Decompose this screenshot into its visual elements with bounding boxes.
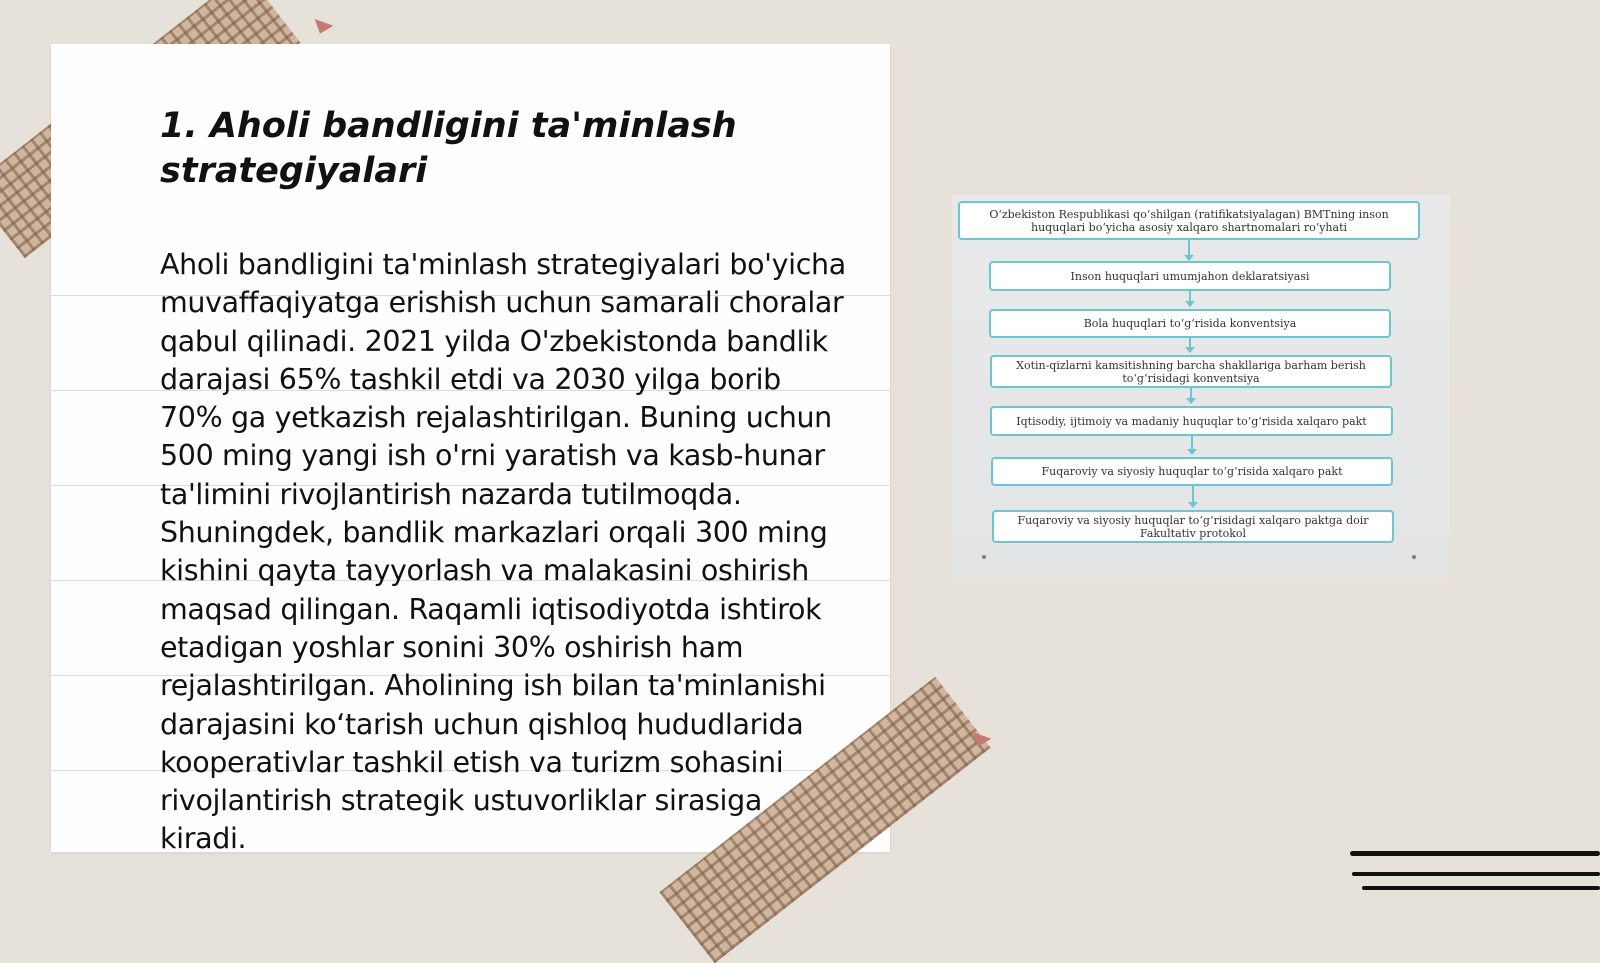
slide-body-text: Aholi bandligini ta'minlash strategiyalari bo'yicha muvaffaqiyatga erishish uchun samarali choralar qabul qilinadi. 2021 yilda O'zbekistonda bandlik darajasi 65% tashkil etdi va 2030 yilga borib 70% ga yetkazish rejalashtirilgan. Buning uchun 500 ming yangi ish o'rni yaratish va kasb-hunar ta'limini rivojlantirish nazarda tutilmoqda. Shuningdek, bandlik markazlari orqali 300 ming kishini qayta tayyorlash va malakasini oshirish maqsad qilingan. Raqamli iqtisodiyotda ishtirok etadigan yoshlar sonini 30% oshirish ham rejalashtirilgan. Aholining ish bilan ta'minlanishi darajasini koʻtarish uchun qishloq hududlarida kooperativlar tashkil etish va turizm sohasini rivojlantirish strategik ustuvorliklar sirasiga kiradi. [160, 248, 846, 856]
decorative-stroke [1350, 851, 1600, 856]
diagram-item-box: Iqtisodiy, ijtimoiy va madaniy huquqlar to‘g‘risida xalqaro pakt [990, 406, 1393, 436]
diagram-item-box: Inson huquqlari umumjahon deklaratsiyasi [989, 261, 1391, 291]
diagram-arrow [1188, 240, 1190, 257]
diagram-arrow [1192, 486, 1194, 504]
decorative-stroke [1362, 886, 1600, 890]
scan-dot [1412, 555, 1416, 559]
diagram-item-box: Fuqaroviy va siyosiy huquqlar to‘g‘risida xalqaro pakt [991, 457, 1393, 486]
diagram-item-box: Xotin-qizlarni kamsitishning barcha shakllariga barham berish to‘g‘risidagi konventsiya [990, 355, 1392, 388]
slide-title: 1. Aholi bandligini ta'minlash strategiyalari [160, 106, 737, 191]
decorative-stroke [1352, 872, 1600, 876]
diagram-item-box: Bola huquqlari to‘g‘risida konventsiya [989, 309, 1391, 338]
diagram-arrow [1190, 388, 1192, 400]
diagram-item-box: Fuqaroviy va siyosiy huquqlar to‘g‘risidagi xalqaro paktga doir Fakultativ protokol [992, 510, 1394, 543]
treaties-diagram [952, 195, 1450, 578]
tape-tab-top [311, 19, 334, 37]
diagram-arrow [1191, 436, 1193, 451]
diagram-arrow [1189, 338, 1191, 349]
diagram-arrow [1189, 291, 1191, 303]
diagram-header-box: O‘zbekiston Respublikasi qo‘shilgan (ratifikatsiyalagan) BMTning inson huquqlari bo‘yicha asosiy xalqaro shartnomalari ro‘yhati [958, 201, 1420, 240]
scan-dot [982, 555, 986, 559]
